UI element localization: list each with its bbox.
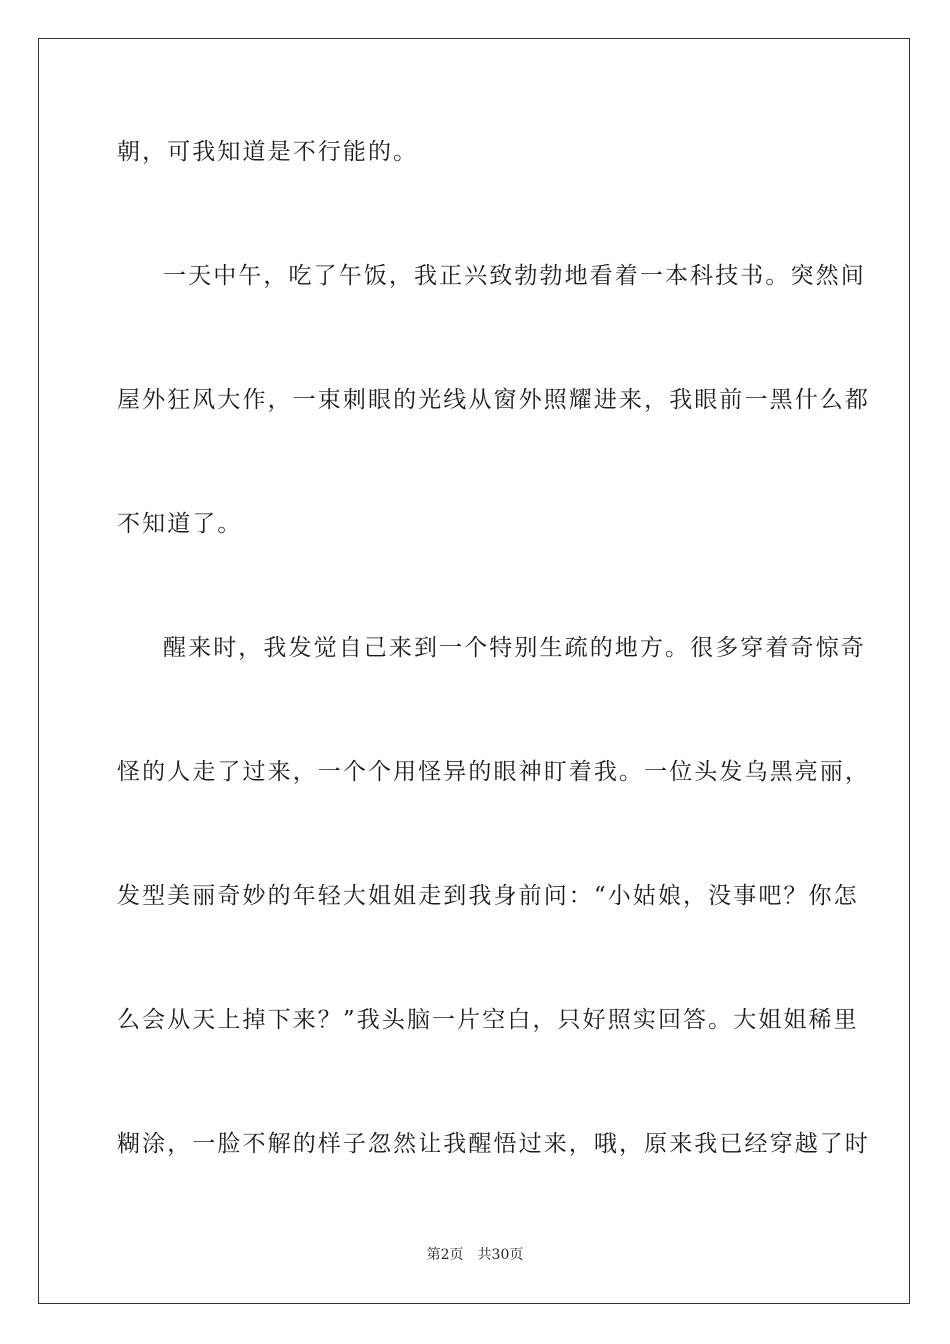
text-line-4: 不知道了。 (117, 511, 243, 537)
page-footer (0, 1246, 950, 1264)
page-total: 共30页 (477, 1247, 524, 1263)
text-line-9: 糊涂，一脸不解的样子忽然让我醒悟过来，哦，原来我已经穿越了时 (117, 1131, 870, 1157)
text-line-1: 朝，可我知道是不行能的。 (117, 139, 419, 165)
text-line-8: 么会从天上掉下来？”我头脑一片空白，只好照实回答。大姐姐稀里 (117, 1007, 859, 1033)
page-number: 第2页 (426, 1247, 464, 1263)
text-line-2: 一天中午，吃了午饭，我正兴致勃勃地看着一本科技书。突然间 (163, 263, 866, 289)
text-line-3: 屋外狂风大作，一束刺眼的光线从窗外照耀进来，我眼前一黑什么都 (117, 387, 870, 413)
text-line-5: 醒来时，我发觉自己来到一个特别生疏的地方。很多穿着奇惊奇 (163, 635, 866, 661)
page-border (38, 38, 910, 1304)
text-line-7: 发型美丽奇妙的年轻大姐姐走到我身前问：“小姑娘，没事吧？你怎 (117, 883, 859, 909)
text-line-6: 怪的人走了过来，一个个用怪异的眼神盯着我。一位头发乌黑亮丽， (117, 759, 870, 785)
